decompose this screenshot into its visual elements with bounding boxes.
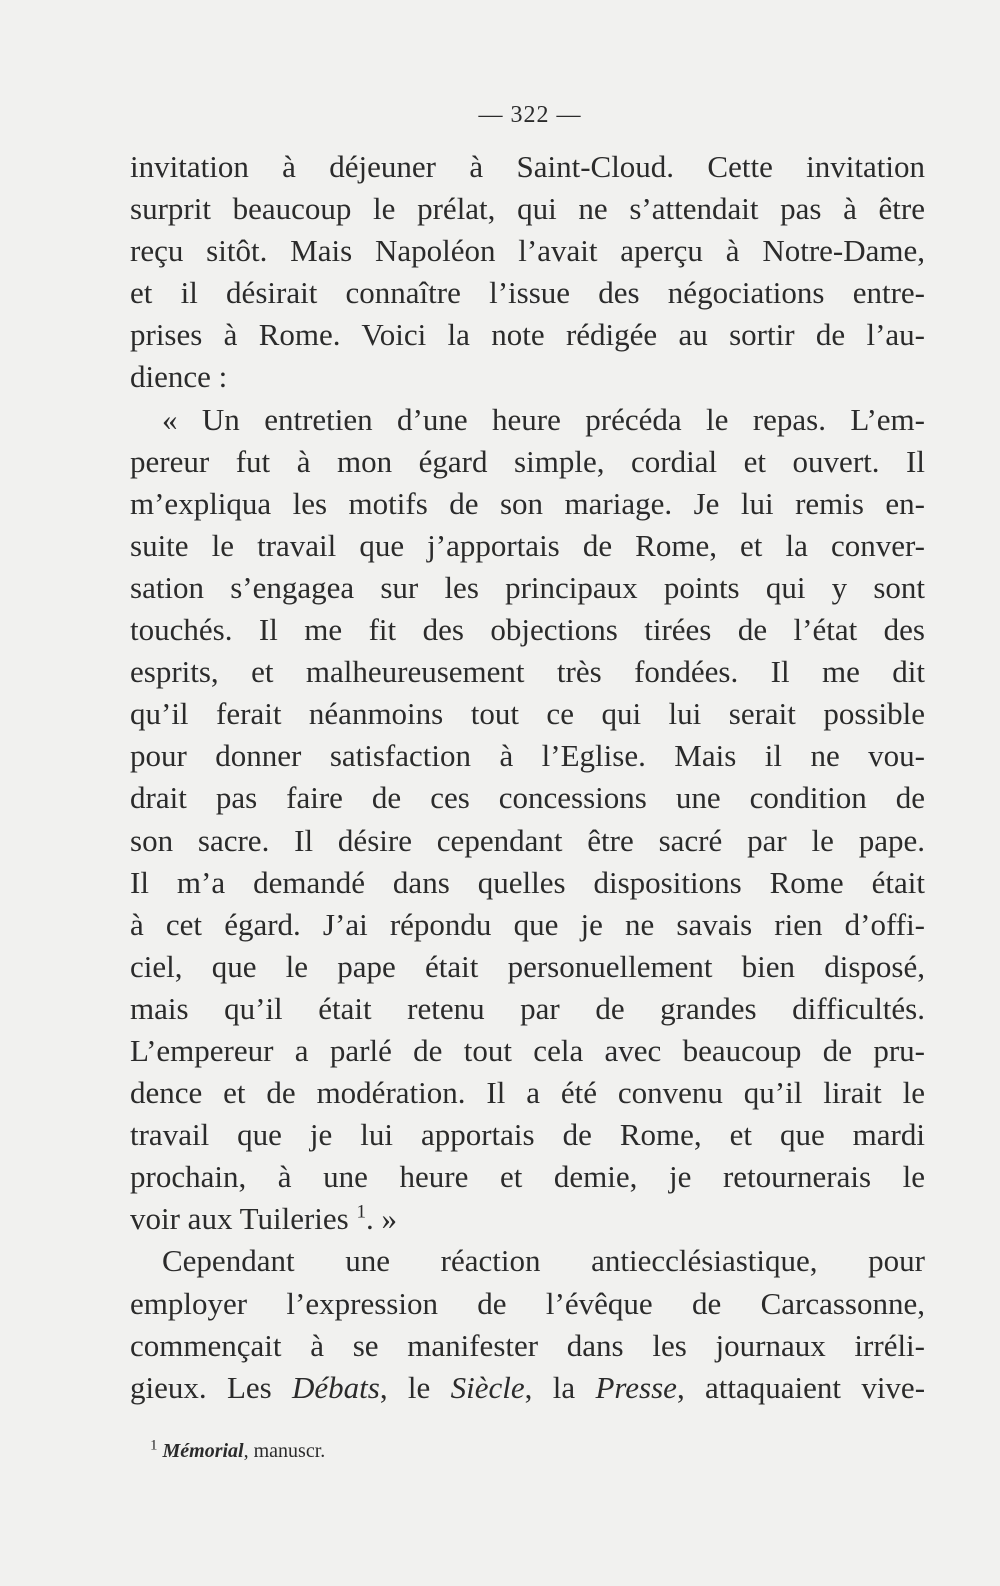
page-number: — 322 —: [478, 102, 582, 128]
text-line: Il m’a demandé dans quelles dispositions Rome était: [130, 864, 925, 900]
text-line: qu’il ferait néanmoins tout ce qui lui serait possible: [130, 696, 925, 732]
text-line: prochain, à une heure et demie, je retournerais le: [130, 1159, 925, 1195]
text-fragment: , attaquaient vive-: [676, 1369, 926, 1405]
journal-title-siecle: Siècle: [450, 1369, 525, 1405]
text-line: surprit beaucoup le prélat, qui ne s’attendait pas à être: [130, 191, 925, 227]
text-line: son sacre. Il désire cependant être sacré par le pape.: [130, 822, 925, 858]
text-fragment: , la: [524, 1369, 596, 1405]
text-line: « Un entretien d’une heure précéda le repas. L’em-: [162, 401, 925, 437]
text-line-journals: [130, 1367, 925, 1409]
footnote-source: Mémorial: [162, 1440, 244, 1462]
footnote-number: 1: [150, 1437, 158, 1454]
text-line: m’expliqua les motifs de son mariage. Je lui remis en-: [130, 485, 925, 521]
text-line: commençait à se manifester dans les journaux irréli-: [130, 1327, 925, 1363]
text-line: L’empereur a parlé de tout cela avec beaucoup de pru-: [130, 1032, 925, 1068]
text-line: Cependant une réaction antiecclésiastique, pour: [162, 1243, 925, 1279]
text-line-with-footnote-ref: [130, 1198, 925, 1240]
text-line: à cet égard. J’ai répondu que je ne savais rien d’offi-: [130, 906, 925, 942]
text-line: prises à Rome. Voici la note rédigée au sortir de l’au-: [130, 317, 925, 353]
footnote-reference: 1: [356, 1202, 366, 1224]
text-line: pour donner satisfaction à l’Eglise. Mais il ne vou-: [130, 738, 925, 774]
footnote-text: , manuscr.: [243, 1440, 326, 1462]
body-text: [130, 146, 925, 1409]
footnote: [150, 1437, 326, 1463]
text-line: dience :: [130, 359, 228, 395]
text-line: employer l’expression de l’évêque de Carcassonne,: [130, 1285, 925, 1321]
text-line: invitation à déjeuner à Saint-Cloud. Cette invitation: [130, 149, 925, 184]
quote-close: . »: [365, 1201, 397, 1237]
text-line: mais qu’il était retenu par de grandes difficultés.: [130, 990, 925, 1026]
text-fragment: gieux. Les: [130, 1369, 293, 1405]
text-line: sation s’engagea sur les principaux points qui y sont: [130, 569, 925, 605]
text-line: dence et de modération. Il a été convenu qu’il lirait le: [130, 1075, 925, 1111]
journal-title-presse: Presse: [595, 1369, 677, 1405]
text-line: reçu sitôt. Mais Napoléon l’avait aperçu à Notre-Dame,: [130, 233, 925, 269]
text-line: et il désirait connaître l’issue des négociations entre-: [130, 275, 925, 311]
text-line: voir aux Tuileries: [130, 1201, 349, 1237]
text-line: touchés. Il me fit des objections tirées de l’état des: [130, 612, 925, 648]
text-line: drait pas faire de ces concessions une condition de: [130, 780, 925, 816]
text-line: travail que je lui apportais de Rome, et que mardi: [130, 1117, 925, 1153]
journal-title-debats: Débats: [292, 1369, 380, 1405]
text-line: esprits, et malheureusement très fondées. Il me dit: [130, 654, 925, 690]
text-line: pereur fut à mon égard simple, cordial et ouvert. Il: [130, 443, 925, 479]
text-line: ciel, que le pape était personuellement bien disposé,: [130, 948, 925, 984]
text-line: suite le travail que j’apportais de Rome, et la conver-: [130, 527, 925, 563]
text-fragment: , le: [379, 1369, 451, 1405]
